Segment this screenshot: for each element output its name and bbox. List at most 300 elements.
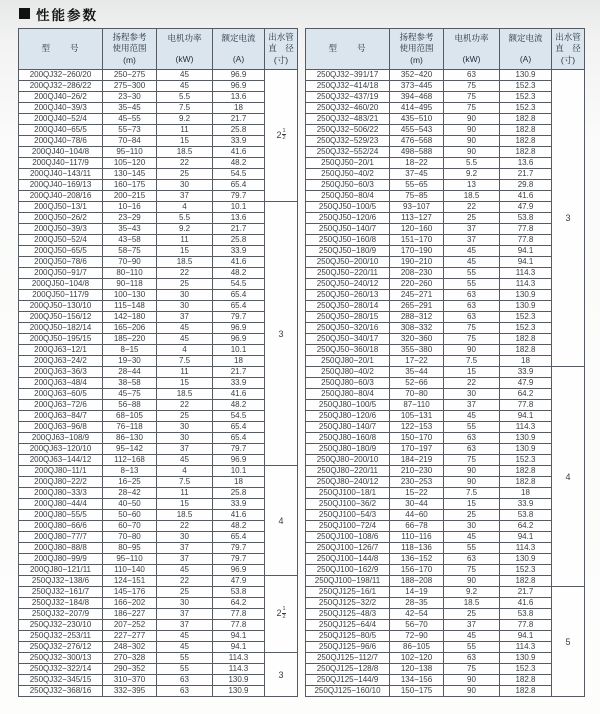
range-cell: 66−78 xyxy=(390,521,444,532)
range-cell: 19−30 xyxy=(103,356,157,367)
model-cell: 250QJ32−345/15 xyxy=(19,675,103,686)
table-row xyxy=(19,598,298,609)
model-cell: 200QJ80−77/7 xyxy=(19,532,103,543)
model-cell: 200QJ80−55/5 xyxy=(19,510,103,521)
range-cell: 170−197 xyxy=(390,444,444,455)
right-table-header xyxy=(306,29,585,70)
table-row xyxy=(19,653,298,664)
power-cell: 30 xyxy=(157,532,213,543)
power-cell: 7.5 xyxy=(157,103,213,114)
range-cell: 188−208 xyxy=(390,576,444,587)
power-cell: 22 xyxy=(157,521,213,532)
power-cell: 75 xyxy=(444,92,500,103)
table-row xyxy=(306,609,585,620)
table-row xyxy=(306,81,585,92)
current-cell: 25.8 xyxy=(213,125,265,136)
power-cell: 55 xyxy=(444,422,500,433)
table-row xyxy=(19,686,298,697)
right-table-body xyxy=(306,70,585,697)
table-row xyxy=(19,323,298,334)
model-cell: 200QJ32−286/22 xyxy=(19,81,103,92)
power-cell: 4 xyxy=(157,466,213,477)
range-cell: 352−420 xyxy=(390,70,444,81)
model-cell: 250QJ125−128/8 xyxy=(306,664,390,675)
table-row xyxy=(19,356,298,367)
current-cell: 130.9 xyxy=(500,554,552,565)
range-cell: 45−75 xyxy=(103,389,157,400)
range-cell: 56−70 xyxy=(390,620,444,631)
power-cell: 55 xyxy=(444,268,500,279)
power-cell: 45 xyxy=(444,631,500,642)
range-cell: 30−44 xyxy=(390,499,444,510)
power-cell: 11 xyxy=(157,488,213,499)
table-row xyxy=(306,136,585,147)
model-cell: 200QJ40−78/6 xyxy=(19,136,103,147)
power-cell: 30 xyxy=(157,433,213,444)
current-cell: 182.8 xyxy=(500,477,552,488)
power-cell: 11 xyxy=(157,235,213,246)
power-cell: 15 xyxy=(157,136,213,147)
table-row xyxy=(19,345,298,356)
model-cell: 250QJ50−260/13 xyxy=(306,290,390,301)
current-cell: 13.6 xyxy=(213,92,265,103)
table-row xyxy=(306,598,585,609)
range-cell: 14−19 xyxy=(390,587,444,598)
range-cell: 310−370 xyxy=(103,675,157,686)
range-cell: 37−45 xyxy=(390,169,444,180)
table-row xyxy=(19,631,298,642)
power-cell: 30 xyxy=(157,301,213,312)
current-cell: 114.3 xyxy=(213,653,265,664)
current-cell: 41.6 xyxy=(500,598,552,609)
table-row xyxy=(19,587,298,598)
model-cell: 200QJ80−33/3 xyxy=(19,488,103,499)
table-row xyxy=(306,664,585,675)
power-cell: 90 xyxy=(444,477,500,488)
current-cell: 21.7 xyxy=(213,367,265,378)
range-cell: 200−215 xyxy=(103,191,157,202)
range-cell: 476−568 xyxy=(390,136,444,147)
model-cell: 200QJ63−96/8 xyxy=(19,422,103,433)
range-cell: 270−328 xyxy=(103,653,157,664)
power-cell: 22 xyxy=(157,576,213,587)
table-row xyxy=(306,455,585,466)
current-cell: 130.9 xyxy=(500,290,552,301)
current-cell: 114.3 xyxy=(213,664,265,675)
model-cell: 250QJ32−184/8 xyxy=(19,598,103,609)
power-cell: 45 xyxy=(444,257,500,268)
current-cell: 18 xyxy=(213,477,265,488)
table-row xyxy=(19,510,298,521)
table-row xyxy=(306,389,585,400)
range-cell: 52−66 xyxy=(390,378,444,389)
model-cell: 200QJ63−60/5 xyxy=(19,389,103,400)
power-cell: 5.5 xyxy=(157,92,213,103)
power-cell: 37 xyxy=(444,224,500,235)
model-cell: 250QJ32−529/23 xyxy=(306,136,390,147)
model-cell: 200QJ63−24/2 xyxy=(19,356,103,367)
current-cell: 96.9 xyxy=(213,323,265,334)
table-row xyxy=(306,301,585,312)
range-cell: 105−131 xyxy=(390,411,444,422)
table-row xyxy=(306,92,585,103)
range-cell: 145−176 xyxy=(103,587,157,598)
range-cell: 275−300 xyxy=(103,81,157,92)
power-cell: 75 xyxy=(444,664,500,675)
power-cell: 75 xyxy=(444,103,500,114)
table-row xyxy=(306,466,585,477)
range-cell: 70−84 xyxy=(103,136,157,147)
table-row xyxy=(306,576,585,587)
spec-tables-container xyxy=(0,28,600,697)
model-cell: 250QJ32−138/6 xyxy=(19,576,103,587)
power-cell: 18.5 xyxy=(157,257,213,268)
power-cell: 18.5 xyxy=(157,389,213,400)
table-row xyxy=(19,554,298,565)
power-cell: 37 xyxy=(157,191,213,202)
model-cell: 250QJ80−160/8 xyxy=(306,433,390,444)
table-row xyxy=(19,543,298,554)
power-cell: 30 xyxy=(157,422,213,433)
diameter-cell: 2 $\frac{1}{2}$ xyxy=(265,70,298,202)
range-cell: 42−54 xyxy=(390,609,444,620)
model-cell: 200QJ50−91/7 xyxy=(19,268,103,279)
power-cell: 55 xyxy=(444,543,500,554)
current-cell: 18 xyxy=(500,488,552,499)
power-cell: 90 xyxy=(444,114,500,125)
range-cell: 288−312 xyxy=(390,312,444,323)
table-row xyxy=(19,367,298,378)
table-row xyxy=(19,499,298,510)
current-cell: 25.8 xyxy=(213,488,265,499)
table-row xyxy=(306,587,585,598)
range-cell: 50−60 xyxy=(103,510,157,521)
model-cell: 200QJ63−120/10 xyxy=(19,444,103,455)
model-cell: 250QJ32−552/24 xyxy=(306,147,390,158)
table-row xyxy=(306,686,585,697)
model-cell: 200QJ80−66/6 xyxy=(19,521,103,532)
power-cell: 18.5 xyxy=(444,598,500,609)
model-cell: 250QJ50−40/2 xyxy=(306,169,390,180)
model-cell: 250QJ32−460/20 xyxy=(306,103,390,114)
current-cell: 65.4 xyxy=(213,433,265,444)
range-cell: 248−302 xyxy=(103,642,157,653)
model-cell: 250QJ125−48/3 xyxy=(306,609,390,620)
range-cell: 220−260 xyxy=(390,279,444,290)
model-header-label: 型 号 xyxy=(41,43,80,54)
power-cell: 55 xyxy=(444,279,500,290)
range-cell: 134−156 xyxy=(390,675,444,686)
range-cell: 100−130 xyxy=(103,290,157,301)
table-row xyxy=(306,158,585,169)
range-cell: 394−468 xyxy=(390,92,444,103)
power-cell: 15 xyxy=(444,499,500,510)
range-cell: 165−206 xyxy=(103,323,157,334)
model-cell: 200QJ63−72/6 xyxy=(19,400,103,411)
current-cell: 79.7 xyxy=(213,543,265,554)
power-cell: 63 xyxy=(444,70,500,81)
range-cell: 207−252 xyxy=(103,620,157,631)
power-cell: 75 xyxy=(444,323,500,334)
model-cell: 250QJ80−60/3 xyxy=(306,378,390,389)
model-cell: 200QJ40−208/16 xyxy=(19,191,103,202)
current-cell: 65.4 xyxy=(213,532,265,543)
power-cell: 37 xyxy=(157,444,213,455)
power-cell: 63 xyxy=(157,686,213,697)
range-cell: 455−543 xyxy=(390,125,444,136)
power-cell: 25 xyxy=(444,510,500,521)
power-cell: 4 xyxy=(157,202,213,213)
range-cell: 23−29 xyxy=(103,213,157,224)
table-row xyxy=(19,180,298,191)
diameter-cell: 3 xyxy=(265,202,298,466)
range-cell: 435−510 xyxy=(390,114,444,125)
current-cell: 130.9 xyxy=(213,675,265,686)
power-cell: 11 xyxy=(157,125,213,136)
power-cell: 13 xyxy=(444,180,500,191)
table-row xyxy=(19,158,298,169)
model-cell: 200QJ63−36/3 xyxy=(19,367,103,378)
table-row xyxy=(19,521,298,532)
range-cell: 70−90 xyxy=(103,257,157,268)
model-cell: 200QJ40−117/9 xyxy=(19,158,103,169)
power-cell: 7.5 xyxy=(444,356,500,367)
current-cell: 41.6 xyxy=(213,510,265,521)
current-cell: 94.1 xyxy=(500,257,552,268)
current-cell: 152.3 xyxy=(500,664,552,675)
current-cell: 53.8 xyxy=(500,609,552,620)
current-cell: 152.3 xyxy=(500,103,552,114)
current-cell: 18 xyxy=(213,356,265,367)
range-cell: 332−395 xyxy=(103,686,157,697)
current-cell: 53.8 xyxy=(500,510,552,521)
model-cell: 250QJ50−60/3 xyxy=(306,180,390,191)
table-row xyxy=(19,609,298,620)
current-cell: 114.3 xyxy=(500,422,552,433)
current-cell: 182.8 xyxy=(500,686,552,697)
power-cell: 7.5 xyxy=(157,477,213,488)
model-cell: 200QJ80−88/8 xyxy=(19,543,103,554)
table-row xyxy=(306,114,585,125)
table-row xyxy=(19,477,298,488)
range-cell: 150−175 xyxy=(390,686,444,697)
title-square-icon xyxy=(19,8,30,19)
range-cell: 86−105 xyxy=(390,642,444,653)
power-cell: 63 xyxy=(444,554,500,565)
power-cell: 45 xyxy=(157,631,213,642)
model-cell: 250QJ32−437/19 xyxy=(306,92,390,103)
current-cell: 33.9 xyxy=(500,367,552,378)
model-cell: 250QJ100−18/1 xyxy=(306,488,390,499)
col-header-diameter: 出水管 直 径 (寸) xyxy=(552,29,585,70)
table-row xyxy=(306,653,585,664)
range-cell: 102−120 xyxy=(390,653,444,664)
table-row xyxy=(306,125,585,136)
current-cell: 21.7 xyxy=(500,587,552,598)
model-cell: 200QJ80−11/1 xyxy=(19,466,103,477)
power-cell: 30 xyxy=(157,290,213,301)
range-cell: 58−75 xyxy=(103,246,157,257)
range-cell: 230−253 xyxy=(390,477,444,488)
current-cell: 182.8 xyxy=(500,675,552,686)
table-row xyxy=(19,147,298,158)
table-row xyxy=(19,246,298,257)
table-row xyxy=(306,499,585,510)
table-row xyxy=(19,455,298,466)
model-cell: 200QJ40−39/3 xyxy=(19,103,103,114)
model-cell: 250QJ50−140/7 xyxy=(306,224,390,235)
power-cell: 25 xyxy=(157,587,213,598)
table-row xyxy=(306,224,585,235)
model-cell: 200QJ40−26/2 xyxy=(19,92,103,103)
range-cell: 17−22 xyxy=(390,356,444,367)
power-cell: 7.5 xyxy=(157,356,213,367)
table-row xyxy=(306,521,585,532)
current-cell: 64.2 xyxy=(213,598,265,609)
table-row xyxy=(19,576,298,587)
model-cell: 250QJ125−64/4 xyxy=(306,620,390,631)
model-cell: 250QJ100−108/6 xyxy=(306,532,390,543)
current-cell: 65.4 xyxy=(213,301,265,312)
range-cell: 80−110 xyxy=(103,268,157,279)
current-cell: 182.8 xyxy=(500,125,552,136)
model-cell: 200QJ50−78/6 xyxy=(19,257,103,268)
current-cell: 182.8 xyxy=(500,147,552,158)
power-cell: 18.5 xyxy=(444,191,500,202)
model-cell: 250QJ100−162/9 xyxy=(306,565,390,576)
table-row xyxy=(19,268,298,279)
model-cell: 250QJ50−180/9 xyxy=(306,246,390,257)
table-row xyxy=(306,433,585,444)
model-cell: 200QJ50−130/10 xyxy=(19,301,103,312)
current-cell: 94.1 xyxy=(500,246,552,257)
range-cell: 87−110 xyxy=(390,400,444,411)
range-cell: 227−277 xyxy=(103,631,157,642)
model-cell: 250QJ100−144/8 xyxy=(306,554,390,565)
table-row xyxy=(306,367,585,378)
model-cell: 250QJ50−120/6 xyxy=(306,213,390,224)
range-cell: 45−55 xyxy=(103,114,157,125)
model-cell: 200QJ50−195/15 xyxy=(19,334,103,345)
table-row xyxy=(306,532,585,543)
range-cell: 95−142 xyxy=(103,444,157,455)
table-row xyxy=(19,125,298,136)
current-cell: 41.6 xyxy=(213,389,265,400)
current-cell: 25.8 xyxy=(213,235,265,246)
power-cell: 63 xyxy=(444,301,500,312)
col-header-power: 电机功率 (kW) xyxy=(444,29,500,70)
current-cell: 130.9 xyxy=(500,70,552,81)
model-cell: 250QJ80−220/11 xyxy=(306,466,390,477)
power-cell: 9.2 xyxy=(157,114,213,125)
table-row xyxy=(19,400,298,411)
diameter-cell: 3 xyxy=(265,653,298,697)
current-cell: 96.9 xyxy=(213,334,265,345)
model-cell: 250QJ50−240/12 xyxy=(306,279,390,290)
power-cell: 45 xyxy=(444,532,500,543)
table-row xyxy=(306,257,585,268)
current-cell: 47.9 xyxy=(500,378,552,389)
diameter-cell: 3 xyxy=(552,70,585,367)
table-row xyxy=(19,422,298,433)
power-cell: 90 xyxy=(444,147,500,158)
current-cell: 79.7 xyxy=(213,444,265,455)
table-row xyxy=(306,70,585,81)
table-row xyxy=(19,92,298,103)
power-cell: 4 xyxy=(157,345,213,356)
power-cell: 37 xyxy=(444,620,500,631)
range-cell: 76−118 xyxy=(103,422,157,433)
model-cell: 250QJ50−200/10 xyxy=(306,257,390,268)
model-cell: 250QJ80−120/6 xyxy=(306,411,390,422)
model-cell: 200QJ50−117/9 xyxy=(19,290,103,301)
model-cell: 250QJ32−322/14 xyxy=(19,664,103,675)
current-cell: 54.5 xyxy=(213,411,265,422)
range-cell: 44−60 xyxy=(390,510,444,521)
power-cell: 90 xyxy=(444,125,500,136)
current-cell: 47.9 xyxy=(213,576,265,587)
range-cell: 35−43 xyxy=(103,224,157,235)
power-cell: 11 xyxy=(157,367,213,378)
model-cell: 250QJ100−72/4 xyxy=(306,521,390,532)
model-cell: 250QJ80−180/9 xyxy=(306,444,390,455)
table-row xyxy=(19,136,298,147)
table-row xyxy=(19,433,298,444)
table-row xyxy=(19,202,298,213)
range-cell: 156−170 xyxy=(390,565,444,576)
table-row xyxy=(306,191,585,202)
table-row xyxy=(306,312,585,323)
current-cell: 18 xyxy=(500,356,552,367)
power-cell: 75 xyxy=(444,334,500,345)
fraction: $\frac{1}{2}$ xyxy=(282,606,286,620)
current-cell: 94.1 xyxy=(500,631,552,642)
current-cell: 96.9 xyxy=(213,70,265,81)
range-cell: 142−180 xyxy=(103,312,157,323)
current-cell: 54.5 xyxy=(213,279,265,290)
model-cell: 250QJ125−160/10 xyxy=(306,686,390,697)
power-cell: 30 xyxy=(157,180,213,191)
table-row xyxy=(306,213,585,224)
table-row xyxy=(306,246,585,257)
fraction: $\frac{1}{2}$ xyxy=(282,127,286,141)
range-cell: 8−13 xyxy=(103,466,157,477)
model-cell: 250QJ125−32/2 xyxy=(306,598,390,609)
range-cell: 113−127 xyxy=(390,213,444,224)
range-cell: 15−22 xyxy=(390,488,444,499)
table-row xyxy=(19,213,298,224)
current-cell: 152.3 xyxy=(500,81,552,92)
current-cell: 152.3 xyxy=(500,565,552,576)
table-row xyxy=(306,378,585,389)
table-row xyxy=(306,422,585,433)
table-row xyxy=(19,257,298,268)
model-cell: 200QJ50−65/5 xyxy=(19,246,103,257)
power-cell: 37 xyxy=(157,554,213,565)
range-cell: 23−30 xyxy=(103,92,157,103)
current-cell: 53.8 xyxy=(500,213,552,224)
range-cell: 186−227 xyxy=(103,609,157,620)
power-cell: 15 xyxy=(444,367,500,378)
model-cell: 200QJ50−39/3 xyxy=(19,224,103,235)
power-cell: 9.2 xyxy=(157,224,213,235)
current-cell: 64.2 xyxy=(500,389,552,400)
power-cell: 45 xyxy=(157,81,213,92)
power-cell: 90 xyxy=(444,686,500,697)
table-row xyxy=(306,400,585,411)
current-cell: 182.8 xyxy=(500,466,552,477)
model-cell: 250QJ125−112/7 xyxy=(306,653,390,664)
